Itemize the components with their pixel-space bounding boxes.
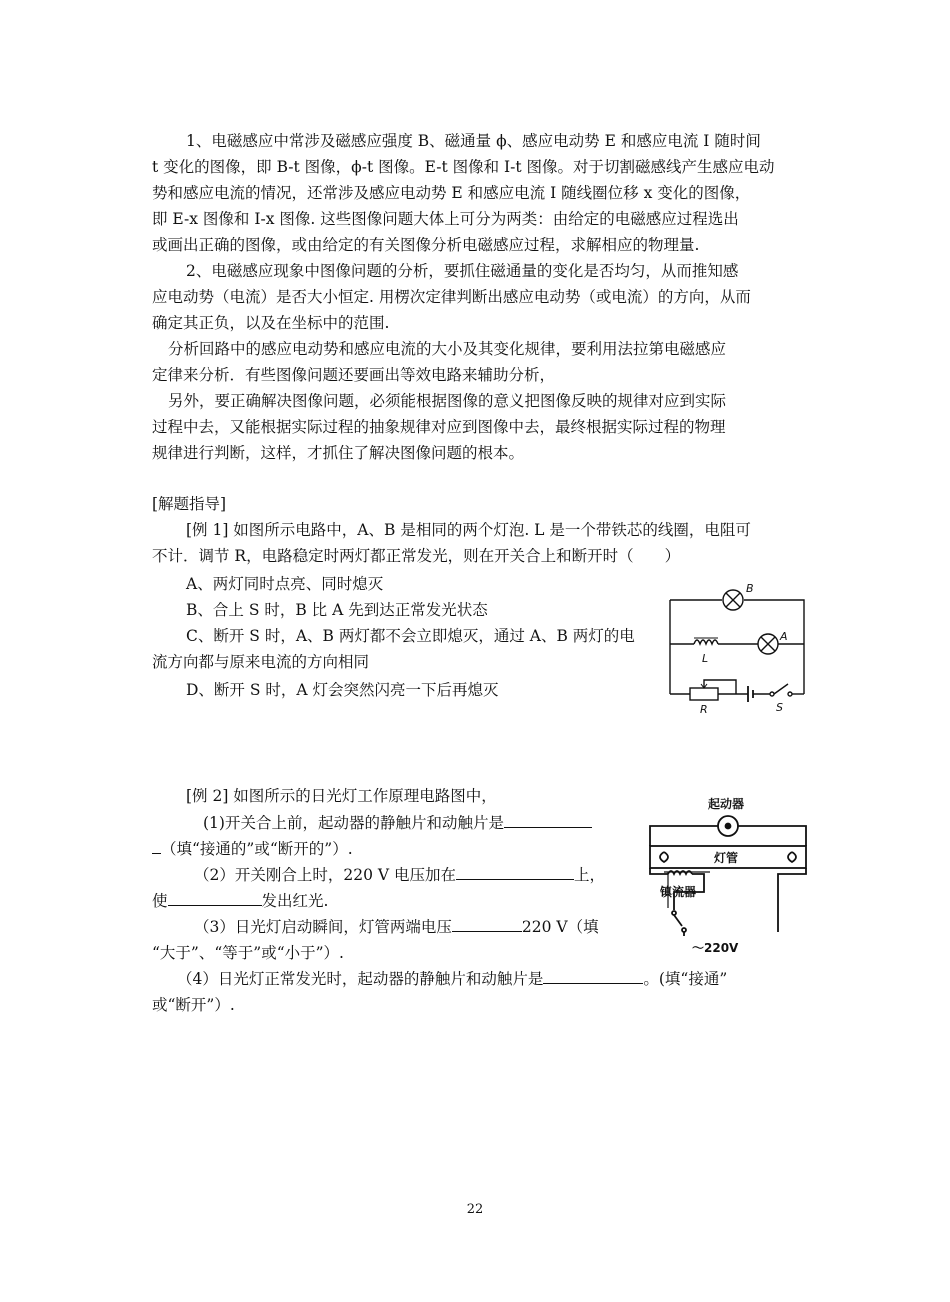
label-coil: L xyxy=(702,652,709,665)
example2-q4-suffix: 。(填“接通” xyxy=(643,970,728,988)
example2-q1-line xyxy=(203,813,592,833)
page-number: 22 xyxy=(466,1202,484,1217)
example2-q1-blank[interactable] xyxy=(504,813,592,828)
label-lamp-a: A xyxy=(780,630,788,643)
intro-p3-line2: 定律来分析．有些图像问题还要画出等效电路来辅助分析， xyxy=(152,366,556,384)
example2-q3-suffix: 220 V（填 xyxy=(521,918,599,936)
intro-p1-line5: 或画出正确的图像，或由给定的有关图像分析电磁感应过程，求解相应的物理量. xyxy=(152,236,700,254)
example2-q3-line2: “大于”、“等于”或“小于”）. xyxy=(152,944,344,962)
example2-q2-blank1[interactable] xyxy=(456,865,574,880)
section-title: [解题指导] xyxy=(152,495,227,513)
example1-option-b: B、合上 S 时，B 比 A 先到达正常发光状态 xyxy=(186,601,488,619)
intro-p1-line1: 1、电磁感应中常涉及磁感应强度 B、磁通量 ϕ、感应电动势 E 和感应电流 I 随时间 xyxy=(186,132,761,150)
example2-q1-line2 xyxy=(152,839,353,859)
example2-fluorescent-circuit xyxy=(648,792,818,957)
example1-circuit-diagram xyxy=(664,578,814,718)
example2-q1-text: (1)开关合上前，起动器的静触片和动触片是 xyxy=(203,814,504,832)
example2-q2-line2 xyxy=(152,891,328,911)
example2-q3-line xyxy=(194,917,599,937)
intro-p1-line4: 即 E-x 图像和 I-x 图像. 这些图像问题大体上可分为两类：由给定的电磁感应过程选出 xyxy=(152,210,739,228)
label-starter: 起动器 xyxy=(708,797,745,811)
example2-q2-suffix: 上， xyxy=(574,866,606,884)
example1-stem-line1: [例 1] 如图所示电路中，A、B 是相同的两个灯泡. L 是一个带铁芯的线圈，电阻可 xyxy=(186,521,751,539)
example2-q2-prefix: 使 xyxy=(152,892,168,910)
intro-p2-line3: 确定其正负，以及在坐标中的范围. xyxy=(152,314,390,332)
example1-stem-line2: 不计．调节 R，电路稳定时两灯都正常发光，则在开关合上和断开时（ ） xyxy=(152,547,681,565)
example2-q2-blank2[interactable] xyxy=(168,891,262,906)
example2-q2-end: 发出红光. xyxy=(261,892,329,910)
intro-p2-line1: 2、电磁感应现象中图像问题的分析，要抓住磁通量的变化是否均匀，从而推知感 xyxy=(186,262,739,280)
example2-q4-blank[interactable] xyxy=(543,969,643,984)
example2-q4-text: （4）日光灯正常发光时，起动器的静触片和动触片是 xyxy=(177,970,544,988)
example2-stem: [例 2] 如图所示的日光灯工作原理电路图中， xyxy=(186,787,497,805)
example1-option-d: D、断开 S 时，A 灯会突然闪亮一下后再熄灭 xyxy=(186,681,499,699)
intro-p1-line3: 势和感应电流的情况，还常涉及感应电动势 E 和感应电流 I 随线圈位移 x 变化的图像， xyxy=(152,184,751,202)
intro-p4-line1: 另外，要正确解决图像问题，必须能根据图像的意义把图像反映的规律对应到实际 xyxy=(168,392,727,410)
example2-q3-text: （3）日光灯启动瞬间，灯管两端电压 xyxy=(194,918,452,936)
label-tube: 灯管 xyxy=(714,851,739,865)
example2-q3-blank[interactable] xyxy=(452,917,522,932)
label-ballast: 镇流器 xyxy=(660,885,697,899)
label-lamp-b: B xyxy=(746,582,754,595)
example2-q2-text: （2）开关刚合上时，220 V 电压加在 xyxy=(194,866,456,884)
label-voltage: ～220V xyxy=(692,941,739,955)
intro-p2-line2: 应电动势（电流）是否大小恒定. 用楞次定律判断出感应电动势（或电流）的方向，从而 xyxy=(152,288,751,306)
example2-q1-hint: （填“接通的”或“断开的”）. xyxy=(161,840,353,858)
example2-q4-line xyxy=(177,969,727,989)
example1-option-c-line2: 流方向都与原来电流的方向相同 xyxy=(152,653,370,671)
label-switch: S xyxy=(776,701,783,714)
intro-p4-line2: 过程中去，又能根据实际过程的抽象规律对应到图像中去，最终根据实际过程的物理 xyxy=(152,418,726,436)
intro-p3-line1: 分析回路中的感应电动势和感应电流的大小及其变化规律，要利用法拉第电磁感应 xyxy=(168,340,727,358)
example2-q4-line2: 或“断开”）. xyxy=(152,996,235,1014)
label-rheostat: R xyxy=(700,703,708,716)
example2-q2-line xyxy=(194,865,605,885)
example1-option-c-line1: C、断开 S 时，A、B 两灯都不会立即熄灭，通过 A、B 两灯的电 xyxy=(186,627,635,645)
example2-q1-blank-tail[interactable] xyxy=(152,839,161,854)
intro-p1-line2: t 变化的图像，即 B-t 图像，ϕ-t 图像。E-t 图像和 I-t 图像。对于切割磁感线产生感应电动 xyxy=(152,158,775,176)
example1-option-a: A、两灯同时点亮、同时熄灭 xyxy=(186,575,384,593)
intro-p4-line3: 规律进行判断，这样，才抓住了解决图像问题的根本。 xyxy=(152,444,525,462)
